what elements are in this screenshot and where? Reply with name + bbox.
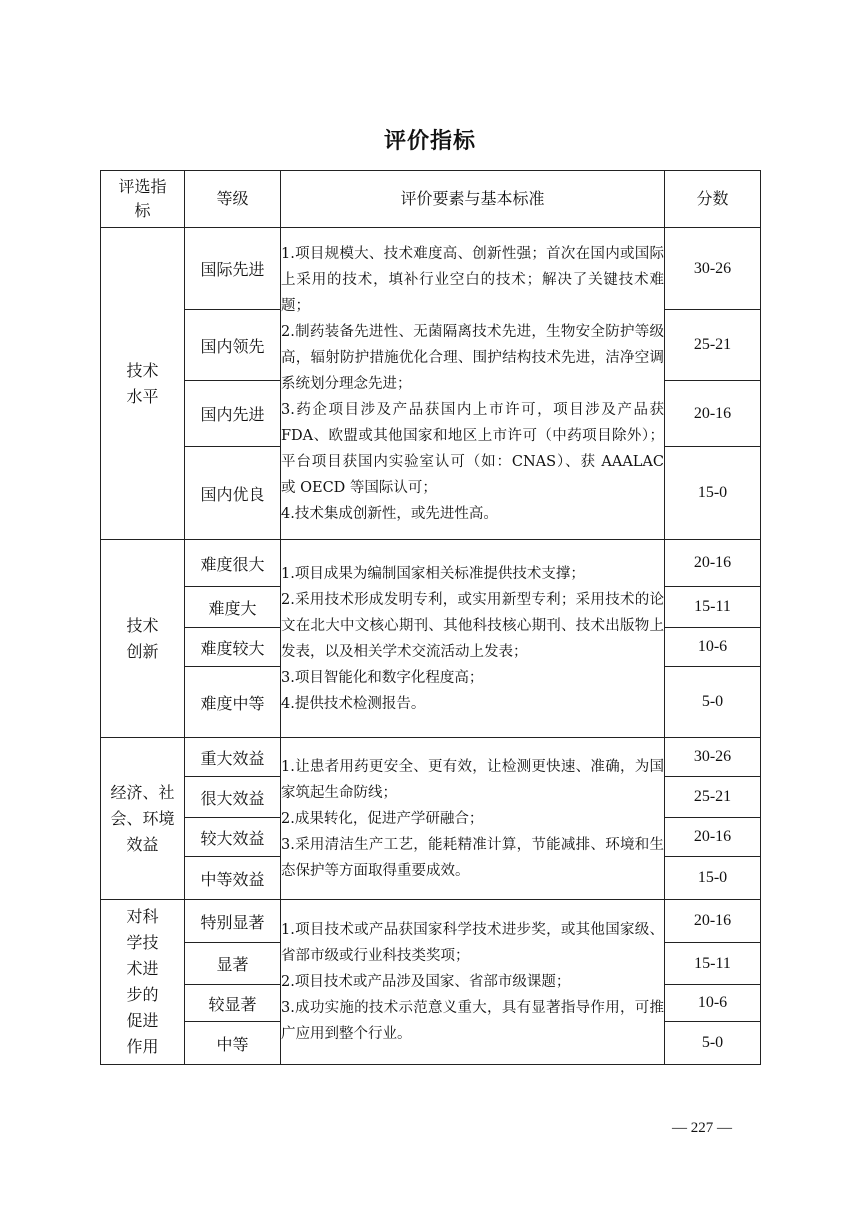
- level-cell: 中等: [185, 1022, 281, 1065]
- criteria-item: 3.成功实施的技术示范意义重大，具有显著指导作用，可推广应用到整个行业。: [281, 1000, 664, 1042]
- score-cell: 5-0: [665, 1022, 761, 1065]
- header-score: 分数: [665, 171, 761, 228]
- criteria-cell: [281, 738, 665, 900]
- table-row: [101, 228, 761, 310]
- level-cell: 很大效益: [185, 777, 281, 818]
- page-title: 评价指标: [383, 129, 476, 154]
- score-cell: 20-16: [665, 818, 761, 857]
- score-cell: 25-21: [665, 777, 761, 818]
- criteria-cell: [281, 228, 665, 540]
- criteria-item: 2.制药装备先进性、无菌隔离技术先进，生物安全防护等级高，辐射防护措施优化合理、围护结构技术先进，洁净空调系统划分理念先进；: [281, 323, 664, 392]
- criteria-item: 3.项目智能化和数字化程度高；: [281, 669, 484, 686]
- score-cell: 15-11: [665, 587, 761, 628]
- criteria-item: 2.项目技术或产品涉及国家、省部市级课题；: [281, 974, 571, 990]
- criteria-item: 3.采用清洁生产工艺，能耗精准计算，节能减排、环境和生态保护等方面取得重要成效。: [281, 836, 664, 879]
- criteria-item: 2.采用技术形成发明专利，或实用新型专利；采用技术的论文在北大中文核心期刊、其他科技核心期刊、技术出版物上发表，以及相关学术交流活动上发表；: [281, 591, 664, 660]
- score-cell: 30-26: [665, 228, 761, 310]
- table-row: [101, 540, 761, 587]
- score-cell: 20-16: [665, 900, 761, 943]
- category-cell: 技术创新: [101, 540, 185, 738]
- category-cell: 技术水平: [101, 228, 185, 540]
- score-cell: 25-21: [665, 310, 761, 381]
- level-cell: 显著: [185, 943, 281, 985]
- score-cell: 20-16: [665, 381, 761, 447]
- score-cell: 15-11: [665, 943, 761, 985]
- page-number: — 227 —: [672, 1120, 732, 1136]
- criteria-item: 4.提供技术检测报告。: [281, 695, 426, 712]
- level-cell: 较显著: [185, 985, 281, 1022]
- header-indicator: 评选指标: [101, 171, 185, 228]
- table-row: [101, 900, 761, 943]
- level-cell: 重大效益: [185, 738, 281, 777]
- criteria-item: 3.药企项目涉及产品获国内上市许可，项目涉及产品获 FDA、欧盟或其他国家和地区上市许可（中药项目除外）；平台项目获国内实验室认可（如：CNAS）、获 AAALAC 或 OECD 等国际认可；: [281, 401, 664, 496]
- criteria-cell: [281, 540, 665, 738]
- level-cell: 中等效益: [185, 857, 281, 900]
- level-cell: 难度很大: [185, 540, 281, 587]
- evaluation-table: [100, 170, 761, 1065]
- score-cell: 5-0: [665, 667, 761, 738]
- score-cell: 15-0: [665, 447, 761, 540]
- level-cell: 特别显著: [185, 900, 281, 943]
- level-cell: 难度大: [185, 587, 281, 628]
- score-cell: 15-0: [665, 857, 761, 900]
- level-cell: 难度中等: [185, 667, 281, 738]
- score-cell: 10-6: [665, 985, 761, 1022]
- score-cell: 30-26: [665, 738, 761, 777]
- criteria-item: 1.让患者用药更安全、更有效，让检测更快速、准确，为国家筑起生命防线；: [281, 758, 664, 801]
- criteria-item: 1.项目成果为编制国家相关标准提供技术支撑；: [281, 565, 585, 582]
- header-level: 等级: [185, 171, 281, 228]
- criteria-item: 4.技术集成创新性，或先进性高。: [281, 505, 498, 522]
- table-header-row: [101, 171, 761, 228]
- level-cell: 难度较大: [185, 628, 281, 667]
- criteria-item: 1.项目技术或产品获国家科学技术进步奖，或其他国家级、省部市级或行业科技类奖项；: [281, 922, 664, 964]
- criteria-item: 2.成果转化，促进产学研融合；: [281, 810, 484, 827]
- table-row: [101, 738, 761, 777]
- header-criteria: 评价要素与基本标准: [281, 171, 665, 228]
- level-cell: 国际先进: [185, 228, 281, 310]
- score-cell: 20-16: [665, 540, 761, 587]
- level-cell: 国内领先: [185, 310, 281, 381]
- criteria-cell: [281, 900, 665, 1065]
- score-cell: 10-6: [665, 628, 761, 667]
- level-cell: 国内优良: [185, 447, 281, 540]
- level-cell: 较大效益: [185, 818, 281, 857]
- category-cell: 经济、社会、环境效益: [101, 738, 185, 900]
- level-cell: 国内先进: [185, 381, 281, 447]
- category-cell: 对科学技术进步的促进作用: [101, 900, 185, 1065]
- criteria-item: 1.项目规模大、技术难度高、创新性强；首次在国内或国际上采用的技术，填补行业空白的技术；解决了关键技术难题；: [281, 245, 664, 314]
